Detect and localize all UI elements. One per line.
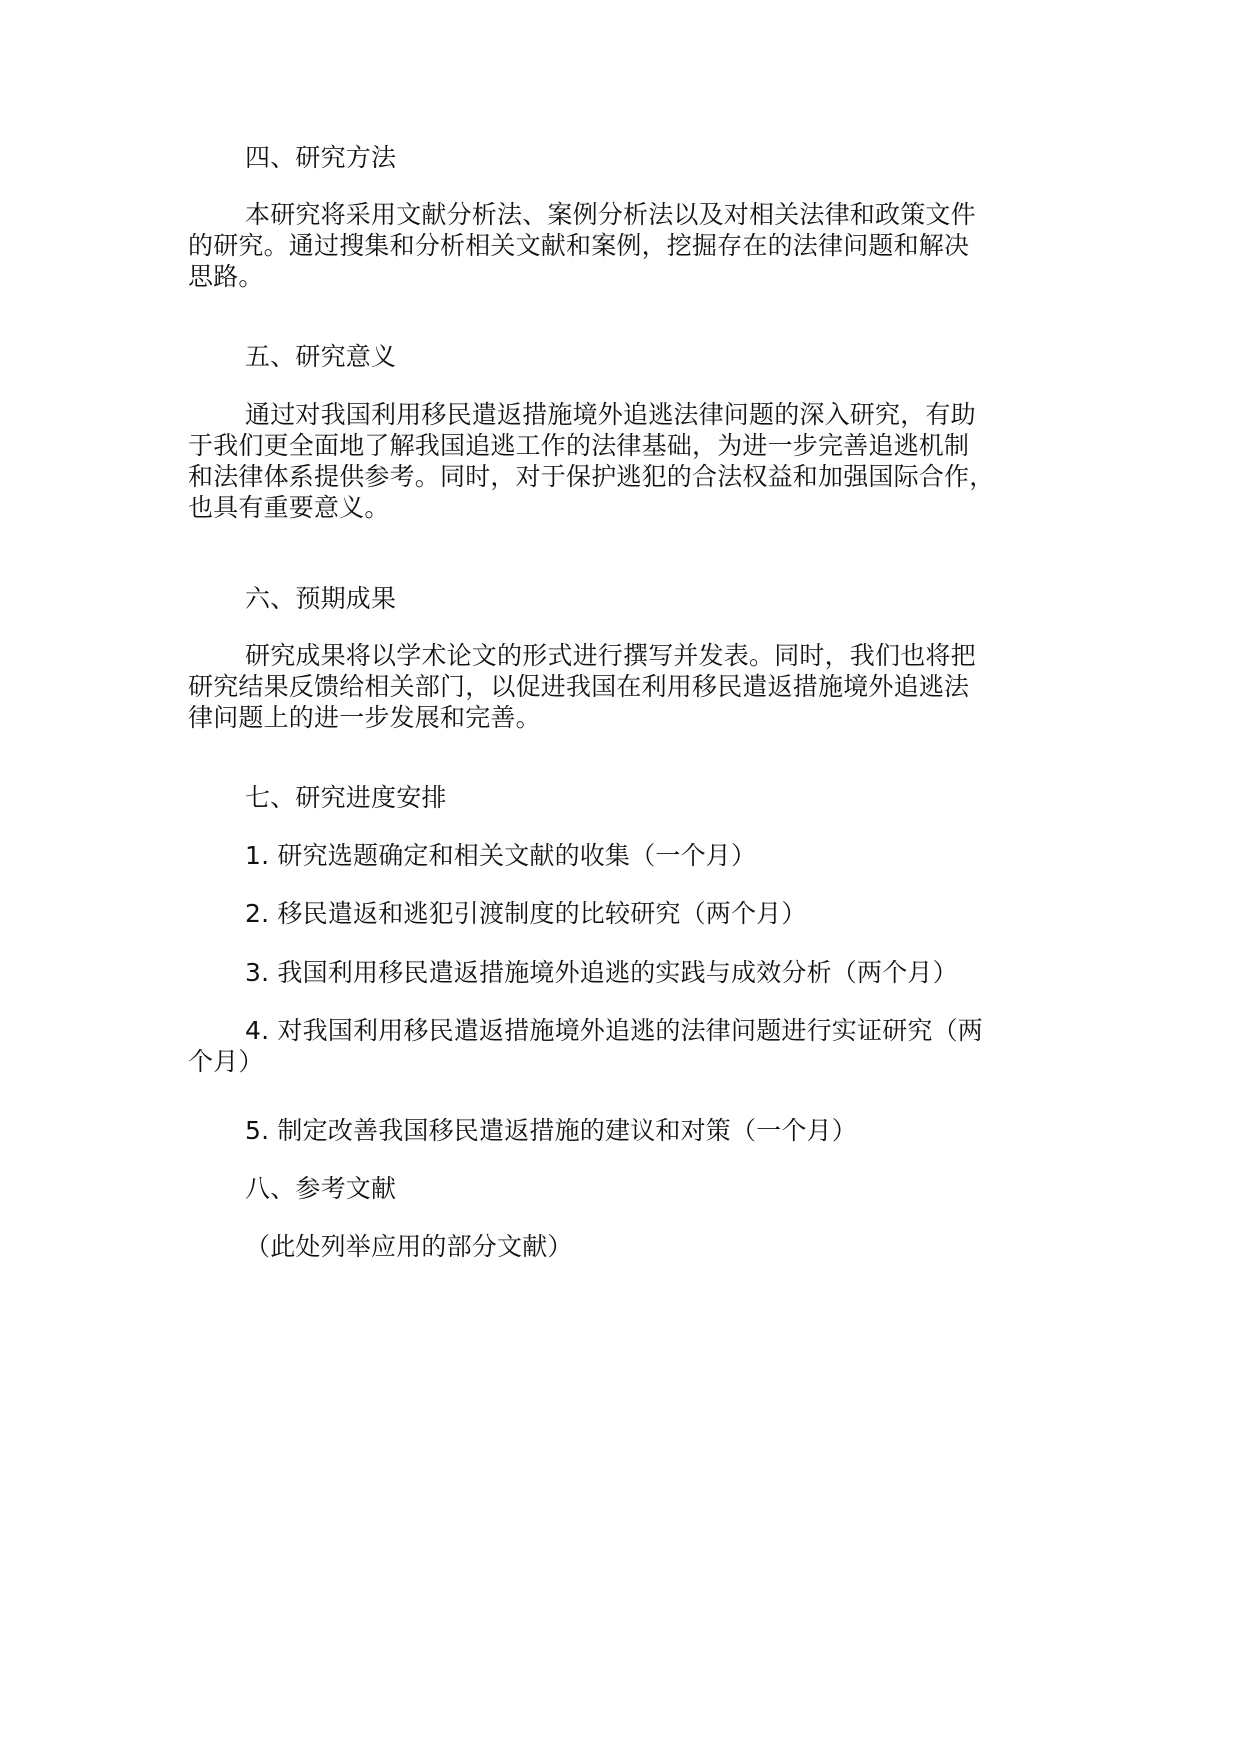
section-heading-schedule xyxy=(245,782,1145,813)
paragraph-outcomes xyxy=(188,640,1088,733)
paragraph-line: （此处列举应用的部分文献） xyxy=(245,1232,573,1261)
heading-text: 七、研究进度安排 xyxy=(245,783,447,812)
schedule-item-5 xyxy=(188,1115,1088,1146)
list-item: 3. 我国利用移民遣返措施境外追逃的实践与成效分析（两个月） xyxy=(245,958,958,987)
heading-text: 五、研究意义 xyxy=(245,342,397,371)
section-heading-methods xyxy=(245,142,1145,173)
section-heading-references xyxy=(245,1173,1145,1204)
paragraph-line: 研究成果将以学术论文的形式进行撰写并发表。同时，我们也将把 xyxy=(245,641,976,670)
references-note xyxy=(188,1231,1088,1262)
schedule-item-3 xyxy=(188,957,1088,988)
paragraph-line: 也具有重要意义。 xyxy=(188,493,390,522)
paragraph-line: 通过对我国利用移民遣返措施境外追逃法律问题的深入研究，有助 xyxy=(245,400,976,429)
schedule-item-1 xyxy=(188,840,1088,871)
paragraph-line: 的研究。通过搜集和分析相关文献和案例，挖掘存在的法律问题和解决 xyxy=(188,231,970,260)
list-item: 1. 研究选题确定和相关文献的收集（一个月） xyxy=(245,841,757,870)
paragraph-line: 研究结果反馈给相关部门，以促进我国在利用移民遣返措施境外追逃法 xyxy=(188,672,970,701)
paragraph-line: 于我们更全面地了解我国追逃工作的法律基础，为进一步完善追逃机制 xyxy=(188,431,970,460)
list-item: 5. 制定改善我国移民遣返措施的建议和对策（一个月） xyxy=(245,1116,858,1145)
section-heading-outcomes xyxy=(245,583,1145,614)
paragraph-line: 律问题上的进一步发展和完善。 xyxy=(188,703,541,732)
paragraph-line: 本研究将采用文献分析法、案例分析法以及对相关法律和政策文件 xyxy=(245,200,976,229)
list-item-continuation: 个月） xyxy=(188,1047,264,1076)
schedule-item-4 xyxy=(188,1015,1088,1077)
paragraph-line: 和法律体系提供参考。同时，对于保护逃犯的合法权益和加强国际合作， xyxy=(188,462,995,491)
list-item: 4. 对我国利用移民遣返措施境外追逃的法律问题进行实证研究（两 xyxy=(245,1016,984,1045)
paragraph-significance xyxy=(188,399,1088,523)
heading-text: 四、研究方法 xyxy=(245,143,397,172)
schedule-item-2 xyxy=(188,898,1088,929)
heading-text: 六、预期成果 xyxy=(245,584,397,613)
heading-text: 八、参考文献 xyxy=(245,1174,397,1203)
paragraph-line: 思路。 xyxy=(188,262,264,291)
paragraph-methods xyxy=(188,199,1088,292)
list-item: 2. 移民遣返和逃犯引渡制度的比较研究（两个月） xyxy=(245,899,807,928)
section-heading-significance xyxy=(245,341,1145,372)
